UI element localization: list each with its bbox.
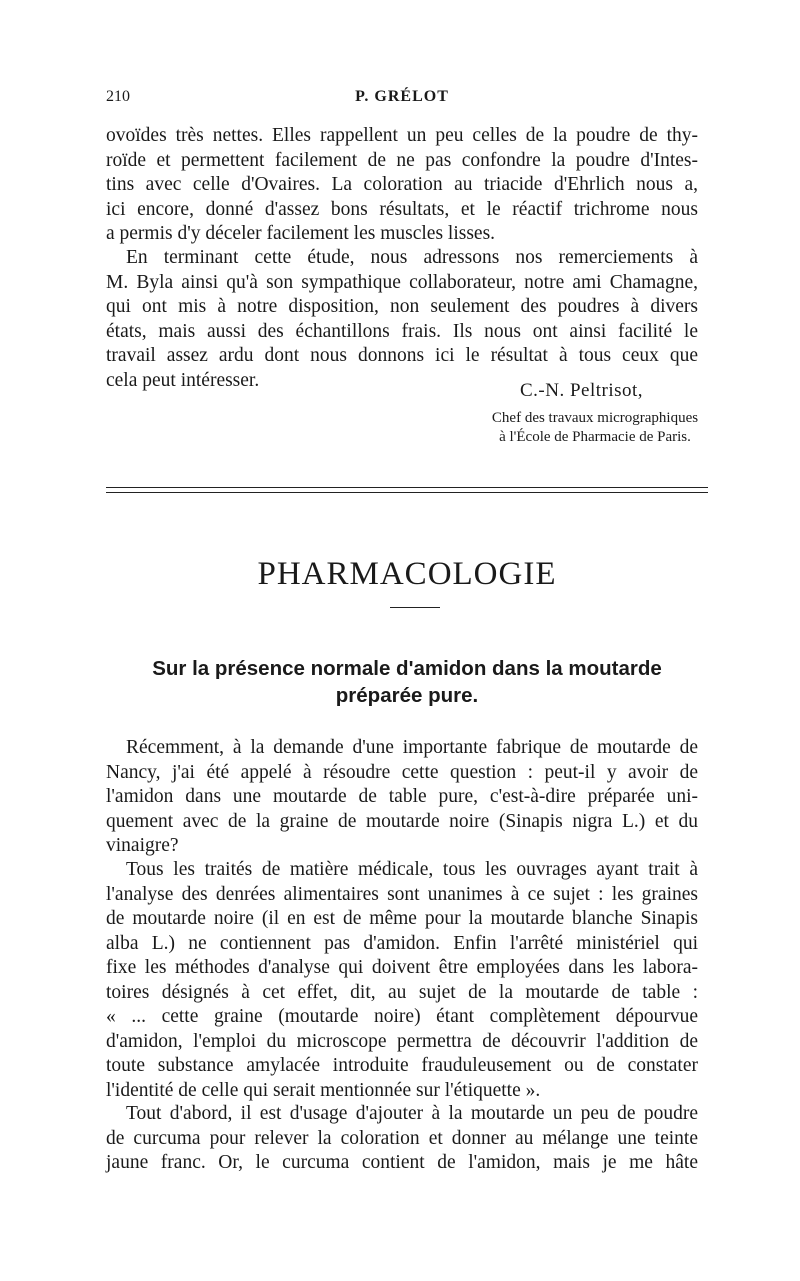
text-line: d'amidon, l'emploi du microscope permettra de découvrir l'addition de [106,1030,698,1052]
text-line: de curcuma pour relever la coloration et donner au mélange une teinte [106,1127,698,1149]
text-line: « ... cette graine (moutarde noire) étant complètement dépourvue [106,1006,698,1027]
text-line: roïde et permettent facilement de ne pas confondre la poudre d'Intes- [106,149,698,171]
text-line: l'analyse des denrées alimentaires sont unanimes à ce sujet : les graines [106,883,698,905]
page-number: 210 [106,88,130,105]
text-line: ici encore, donné d'assez bons résultats, et le réactif trichrome nous [106,198,698,220]
text-line: Nancy, j'ai été appelé à résoudre cette question : peut-il y avoir de [106,761,698,783]
running-title: P. GRÉLOT [355,88,449,105]
thanks-paragraph [106,246,698,393]
double-rule-bottom [106,492,708,493]
text-line: Tout d'abord, il est d'usage d'ajouter à la moutarde un peu de poudre [126,1103,698,1124]
affiliation-line: à l'École de Pharmacie de Paris. [499,429,691,445]
text-line: toute substance amylacée introduite frauduleusement ou de constater [106,1055,698,1076]
text-line: En terminant cette étude, nous adressons nos remerciements à [126,247,698,268]
text-line: travail assez ardu dont nous donnons ici le résultat à tous ceux que [106,345,698,366]
text-line: alba L.) ne contiennent pas d'amidon. Enfin l'arrêté ministériel qui [106,932,698,954]
article-title-line: préparée pure. [335,684,479,707]
text-line: l'identité de celle qui serait mentionnée sur l'étiquette ». [106,1079,541,1101]
article-paragraph-2 [106,858,698,1103]
intro-paragraph [106,124,698,247]
text-line: qui ont mis à notre disposition, non seulement des poudres à divers [106,296,698,317]
text-line: de moutarde noire (il en est de même pour la moutarde blanche Sinapis [106,908,698,929]
text-line: l'amidon dans une moutarde de table pure, c'est-à-dire préparée uni- [106,786,698,807]
text-line: ovoïdes très nettes. Elles rappellent un peu celles de la poudre de thy- [106,125,698,146]
text-line: Tous les traités de matière médicale, tous les ouvrages ayant trait à [126,859,698,880]
text-line: quement avec de la graine de moutarde noire (Sinapis nigra L.) et du [106,810,698,832]
article-paragraph-1 [106,736,698,859]
section-underline [390,607,440,608]
text-line: tins avec celle d'Ovaires. La coloration au triacide d'Ehrlich nous a, [106,174,698,195]
text-line: toires désignés à cet effet, dit, au sujet de la moutarde de table : [106,981,698,1003]
text-line: états, mais aussi des échantillons frais. Ils nous ont ainsi facilité le [106,320,698,342]
article-title-line: Sur la présence normale d'amidon dans la moutarde [152,657,662,680]
text-line: fixe les méthodes d'analyse qui doivent être employées dans les labora- [106,957,698,978]
section-heading: PHARMACOLOGIE [257,556,557,592]
text-line: jaune franc. Or, le curcuma contient de l'amidon, mais je me hâte [106,1152,698,1173]
article-paragraph-3 [106,1102,698,1176]
text-line: a permis d'y déceler facilement les muscles lisses. [106,223,496,244]
page-header [106,88,698,114]
affiliation-line: Chef des travaux micrographiques [491,410,699,426]
text-line: cela peut intéresser. [106,369,260,391]
article-title [106,655,708,709]
signature-name: C.-N. Peltrisot, [520,380,644,401]
double-rule-top [106,487,708,488]
text-line: M. Byla ainsi qu'à son sympathique collaborateur, notre ami Chamagne, [106,271,698,293]
signature-affiliation [470,409,720,447]
text-line: Récemment, à la demande d'une importante fabrique de moutarde de [126,737,698,758]
text-line: vinaigre? [106,835,179,856]
